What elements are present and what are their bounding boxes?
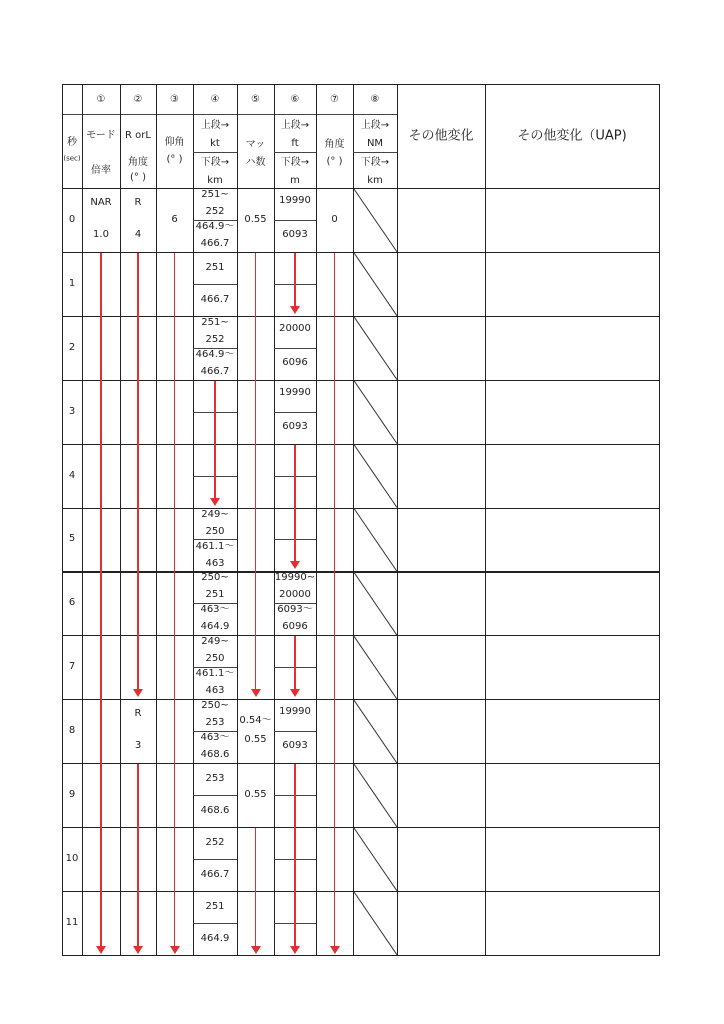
header-speed-upper: 上段→	[200, 120, 230, 131]
continuation-arrow-head	[251, 946, 261, 954]
header-dist-nm: NM	[366, 138, 384, 149]
speed-kt-value: 249~	[201, 636, 229, 648]
speed-km-value: 466.7	[200, 365, 230, 377]
header-dist-km: km	[367, 175, 383, 186]
speed-kt-value: 251~	[201, 316, 229, 328]
header-rl-unit: (° )	[130, 172, 146, 183]
altitude-m-value: 6093	[282, 740, 308, 752]
speed-kt-value: 251	[205, 900, 225, 912]
direction-value: R	[134, 197, 142, 208]
continuation-arrow-head	[290, 689, 300, 697]
header-speed-lower: 下段→	[200, 157, 230, 168]
continuation-arrow-line	[294, 636, 296, 690]
diagonal-slash	[354, 509, 397, 572]
diagonal-slash	[354, 189, 397, 252]
row-seconds: 11	[65, 916, 79, 928]
speed-kt-value: 250~	[201, 700, 229, 712]
mode-value: NAR	[90, 197, 112, 208]
speed-km-value: 466.7	[200, 868, 230, 880]
header-angle: 角度	[324, 139, 345, 150]
continuation-arrow-line	[100, 253, 102, 947]
header-other-change-uap: その他変化（UAP)	[517, 128, 627, 144]
diagonal-slash	[354, 892, 397, 955]
diagonal-slash	[354, 381, 397, 444]
direction-value: R	[134, 708, 142, 720]
header-mach-number: ハ数	[245, 157, 266, 168]
speed-kt-value: 252	[205, 333, 225, 345]
diagonal-slash	[354, 636, 397, 699]
continuation-arrow-line	[255, 253, 257, 690]
header-mode: モード	[86, 130, 116, 141]
column-number: ⑦	[330, 94, 339, 105]
mach-value: 0.55	[244, 213, 267, 225]
altitude-ft-value: 19990	[279, 386, 311, 398]
continuation-arrow-head	[210, 498, 220, 506]
row-seconds: 7	[68, 661, 76, 673]
header-alt-upper: 上段→	[280, 120, 310, 131]
row-seconds: 9	[68, 789, 76, 801]
speed-km-value: 461.1～	[195, 540, 235, 552]
row-seconds: 8	[68, 725, 76, 737]
header-speed-km: km	[207, 175, 223, 186]
speed-km-value: 463～	[200, 732, 230, 744]
header-dist-upper: 上段→	[360, 120, 390, 131]
continuation-arrow-line	[255, 828, 257, 947]
altitude-m-value: 6093	[282, 420, 308, 432]
altitude-ft-value: 19990~	[274, 572, 316, 584]
diagonal-slash	[354, 253, 397, 316]
header-sec-unit: (sec)	[63, 154, 81, 163]
column-number: ④	[210, 94, 220, 105]
speed-km-value: 466.7	[200, 293, 230, 305]
continuation-arrow-line	[214, 381, 216, 499]
row-seconds: 0	[68, 213, 76, 225]
header-sec: 秒	[67, 137, 77, 148]
header-alt-lower: 下段→	[280, 157, 310, 168]
header-rl-angle: 角度	[128, 157, 148, 168]
header-magnification: 倍率	[91, 165, 111, 176]
column-number: ⑥	[290, 94, 300, 105]
continuation-arrow-head	[133, 689, 143, 697]
continuation-arrow-line	[294, 253, 296, 307]
header-other-change: その他変化	[408, 128, 474, 144]
continuation-arrow-head	[251, 689, 261, 697]
mach-value: 0.54～	[239, 715, 272, 727]
continuation-arrow-head	[290, 561, 300, 569]
header-mach: マッ	[245, 139, 266, 150]
diagonal-slash	[354, 764, 397, 827]
diagonal-slash	[354, 700, 397, 763]
speed-km-value: 463～	[200, 604, 230, 616]
row-seconds: 5	[68, 533, 76, 545]
speed-kt-value: 252	[205, 206, 225, 217]
continuation-arrow-line	[174, 253, 176, 947]
continuation-arrow-head	[133, 946, 143, 954]
speed-km-value: 464.9～	[195, 348, 235, 360]
header-speed-kt: kt	[210, 138, 220, 149]
altitude-ft-value: 20000	[279, 322, 311, 334]
diagonal-slash	[354, 572, 397, 635]
diagonal-slash	[354, 317, 397, 380]
speed-km-value: 461.1～	[195, 668, 235, 680]
header-r-or-l: R orL	[125, 130, 151, 141]
altitude-m-value: 6093	[282, 229, 308, 240]
speed-kt-value: 251	[205, 261, 225, 273]
speed-kt-value: 251~	[201, 189, 229, 200]
speed-kt-value: 253	[205, 717, 225, 729]
speed-kt-value: 250~	[201, 572, 229, 584]
header-elevation: 仰角	[164, 137, 185, 148]
column-number: ⑤	[251, 94, 260, 105]
altitude-ft-value: 19990	[279, 195, 311, 206]
header-elevation-unit: (° )	[166, 154, 183, 165]
continuation-arrow-line	[137, 764, 139, 947]
speed-kt-value: 250	[205, 653, 225, 665]
header-dist-lower: 下段→	[360, 157, 390, 168]
column-number: ②	[133, 94, 143, 105]
row-seconds: 1	[68, 277, 76, 289]
mach-value: 0.55	[244, 734, 267, 746]
header-alt-ft: ft	[291, 138, 299, 149]
continuation-arrow-line	[294, 764, 296, 947]
direction-angle-value: 3	[134, 740, 142, 752]
header-angle-unit: (° )	[326, 156, 343, 167]
diagonal-slash	[354, 828, 397, 891]
speed-kt-value: 251	[205, 589, 225, 601]
row-seconds: 3	[68, 405, 76, 417]
mach-value: 0.55	[244, 789, 267, 801]
continuation-arrow-line	[294, 445, 296, 563]
altitude-m-value: 6093～	[277, 604, 313, 616]
header-alt-m: m	[290, 175, 300, 186]
speed-km-value: 466.7	[200, 238, 230, 249]
continuation-arrow-head	[330, 946, 340, 954]
row-seconds: 10	[65, 852, 79, 864]
continuation-arrow-line	[334, 253, 336, 947]
row-seconds: 4	[68, 469, 76, 481]
speed-kt-value: 253	[205, 773, 225, 785]
column-number: ③	[170, 94, 179, 105]
speed-km-value: 468.6	[200, 749, 230, 761]
altitude-m-value: 6096	[282, 621, 308, 633]
elevation-value: 6	[171, 213, 178, 225]
continuation-arrow-head	[96, 946, 106, 954]
continuation-arrow-head	[170, 946, 180, 954]
speed-km-value: 463	[205, 557, 225, 569]
speed-km-value: 468.6	[200, 805, 230, 817]
speed-kt-value: 249~	[201, 508, 229, 520]
magnification-value: 1.0	[93, 229, 109, 240]
angle-value: 0	[331, 213, 338, 225]
speed-km-value: 464.9～	[195, 221, 235, 232]
direction-angle-value: 4	[134, 229, 142, 240]
continuation-arrow-head	[290, 306, 300, 314]
altitude-ft-value: 19990	[279, 706, 311, 718]
speed-kt-value: 250	[205, 525, 225, 537]
continuation-arrow-head	[290, 946, 300, 954]
speed-km-value: 464.9	[200, 621, 230, 633]
column-number: ⑧	[370, 94, 380, 105]
altitude-m-value: 6096	[282, 356, 308, 368]
column-number: ①	[96, 94, 106, 105]
speed-kt-value: 252	[205, 836, 225, 848]
row-seconds: 6	[68, 597, 76, 609]
row-seconds: 2	[68, 341, 76, 353]
speed-km-value: 463	[205, 685, 225, 697]
altitude-ft-value: 20000	[279, 589, 311, 601]
diagonal-slash	[354, 445, 397, 508]
speed-km-value: 464.9	[200, 932, 230, 944]
continuation-arrow-line	[137, 253, 139, 690]
